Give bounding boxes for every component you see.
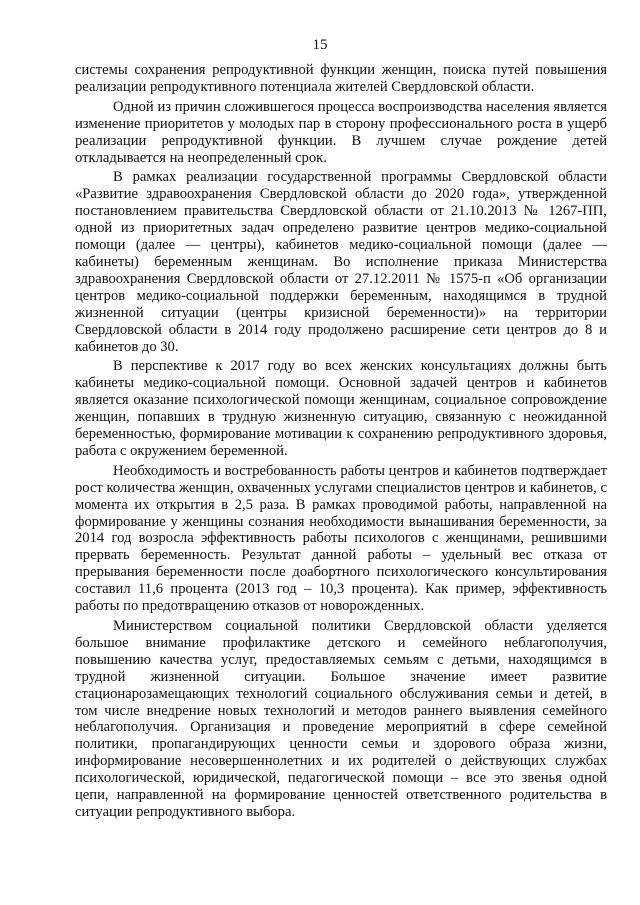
paragraph-continuation: системы сохранения репродуктивной функции женщин, поиска путей повышения реализации репродуктивного потенциала жителей Свердловской области.	[75, 62, 607, 95]
paragraph-perspective-2017: В перспективе к 2017 году во всех женских консультациях должны быть кабинеты медико-социальной помощи. Основной задачей центров и кабинетов является оказание психологической помощи женщинам, социальное сопровождение женщин, попавших в трудную жизненную ситуацию, связанную с неожиданной беременностью, формирование мотивации к сохранению репродуктивного здоровья, работа с окружением беременной.	[75, 358, 607, 459]
paragraph-centers-demand: Необходимость и востребованность работы центров и кабинетов подтверждает рост количества женщин, охваченных услугами специалистов центров и кабинетов, с момента их открытия в 2,5 раза. В рамках проводимой работы, направленной на формирование у женщины сознания необходимости вынашивания беременности, за 2014 год возросла эффективность работы психологов с женщинами, решившими прервать беременность. Результат данной работы – удельный вес отказа от прерывания беременности после доабортного психологического консультирования составил 11,6 процента (2013 год – 10,3 процента). Как пример, эффективность работы по предотвращению отказов от новорожденных.	[75, 462, 607, 615]
paragraph-state-program: В рамках реализации государственной программы Свердловской области «Развитие здравоохранения Свердловской области до 2020 года», утвержденной постановлением правительства Свердловской области от 21.10.2013 № 1267-ПП, одной из приоритетных задач определено развитие центров медико-социальной помощи (далее — центры), кабинетов медико-социальной помощи (далее — кабинеты) беременным женщинам. Во исполнение приказа Министерства здравоохранения Свердловской области от 27.12.2011 № 1575-п «Об организации центров медико-социальной поддержки беременным, находящимся в трудной жизненной ситуации (центры кризисной беременности)» на территории Свердловской области в 2014 году продолжено расширение сети центров до 8 и кабинетов до 30.	[75, 169, 607, 355]
paragraph-reproductive-priorities: Одной из причин сложившегося процесса воспроизводства населения является изменение приоритетов у молодых пар в сторону профессионального роста в ущерб реализации репродуктивной функции. В лучшем случае рождение детей откладывается на неопределенный срок.	[75, 98, 607, 166]
document-body	[75, 62, 607, 824]
page-number: 15	[312, 37, 328, 53]
paragraph-social-policy: Министерством социальной политики Свердловской области уделяется большое внимание профилактике детского и семейного неблагополучия, повышению качества услуг, предоставляемых семьям с детьми, находящимся в трудной жизненной ситуации. Большое значение имеет развитие стационарозамещающих технологий социального обслуживания семьи и детей, в том числе внедрение новых технологий и методов раннего выявления семейного неблагополучия. Организация и проведение мероприятий в сфере семейной политики, пропагандирующих ценности семьи и здорового образа жизни, информирование несовершеннолетних и их родителей о действующих службах психологической, юридической, педагогической помощи – все это звенья одной цепи, направленной на формирование ценностей ответственного родительства в ситуации репродуктивного выбора.	[75, 618, 607, 820]
